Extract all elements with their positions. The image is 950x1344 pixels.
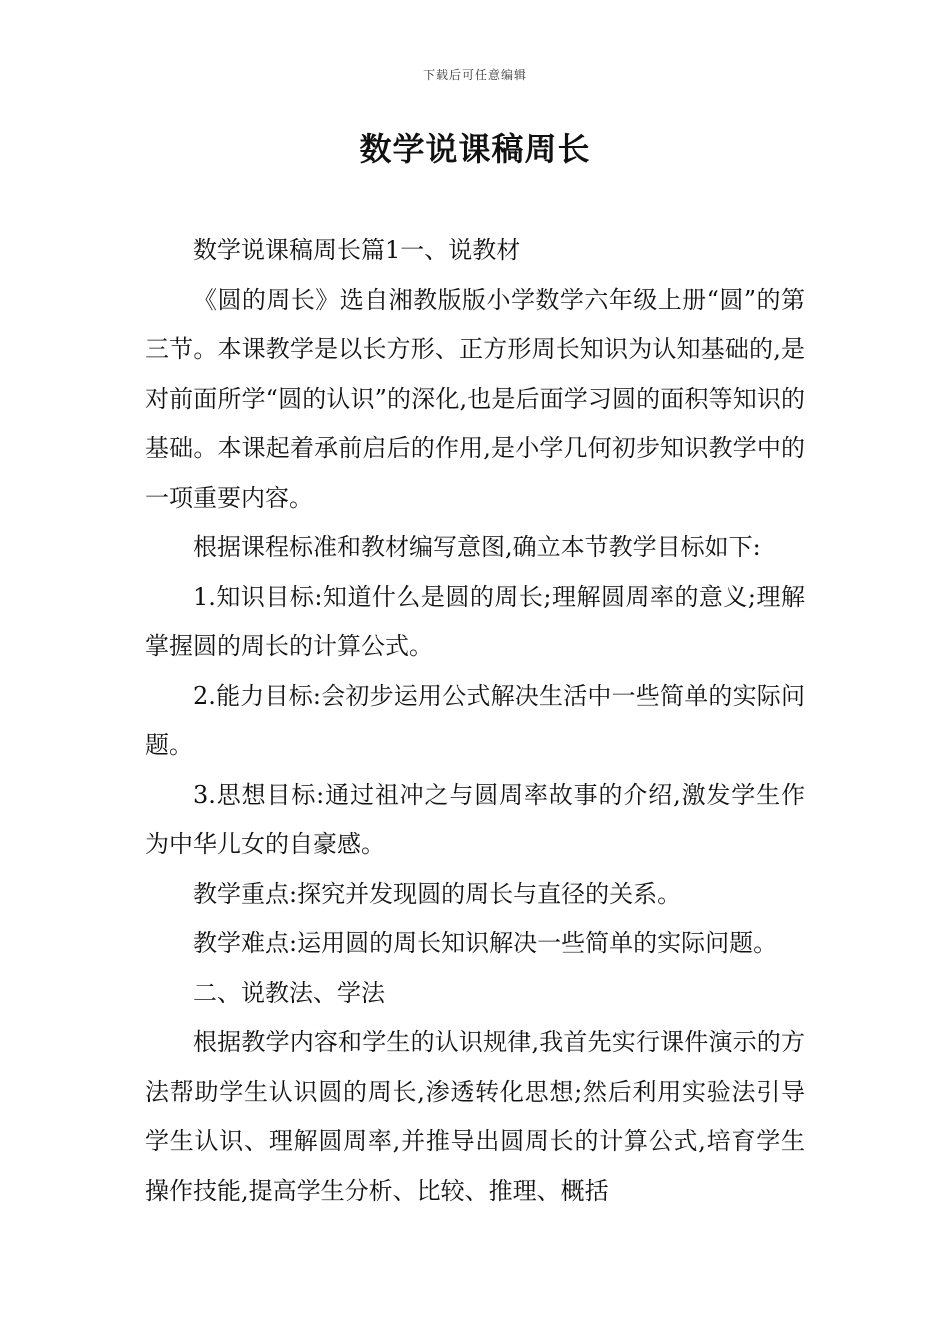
paragraph-teaching-difficulty: 教学难点:运用圆的周长知识解决一些简单的实际问题。: [193, 929, 778, 957]
paragraph-knowledge-objective: 1.知识目标:知道什么是圆的周长;理解圆周率的意义;理解掌握圆的周长的计算公式。: [145, 582, 805, 660]
paragraph-teaching-focus: 教学重点:探究并发现圆的周长与直径的关系。: [193, 879, 682, 908]
paragraph-objectives-intro: 根据课程标准和教材编写意图,确立本节教学目标如下:: [193, 533, 761, 561]
paragraph-section-heading-2: 二、说教法、学法: [193, 978, 385, 1007]
paragraph-ability-objective: 2.能力目标:会初步运用公式解决生活中一些简单的实际问题。: [145, 681, 805, 759]
paragraph-teaching-methods: 根据教学内容和学生的认识规律,我首先实行课件演示的方法帮助学生认识圆的周长,渗透转化思想;然后利用实验法引导学生认识、理解圆周率,并推导出圆周长的计算公式,培育学生操作技能,提高学生分析、比较、推理、概括: [145, 1028, 805, 1205]
document-body: [145, 226, 805, 1216]
paragraph-section-heading-1: 数学说课稿周长篇1一、说教材: [193, 236, 521, 264]
paragraph-thinking-objective: 3.思想目标:通过祖冲之与圆周率故事的介绍,激发学生作为中华儿女的自豪感。: [145, 780, 805, 858]
paragraph-textbook-intro: 《圆的周长》选自湘教版版小学数学六年级上册“圆”的第三节。本课教学是以长方形、正方形周长知识为认知基础的,是对前面所学“圆的认识”的深化,也是后面学习圆的面积等知识的基础。本课起着承前启后的作用,是小学几何初步知识教学中的一项重要内容。: [145, 285, 805, 512]
document-title: 数学说课稿周长: [359, 130, 591, 168]
header-note: 下载后可任意编辑: [422, 68, 527, 82]
